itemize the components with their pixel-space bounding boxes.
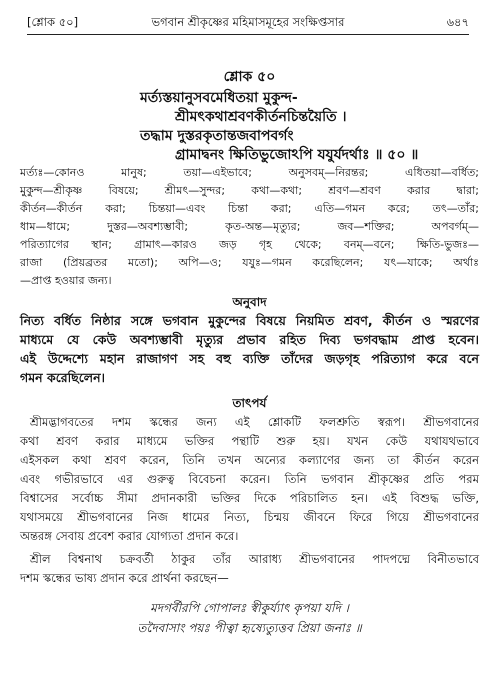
verse-line: মর্ত্যস্তয়ানুসবমেধিতয়া মুকুন্দ- (140, 90, 298, 106)
purport-line: এইসকল কথা শ্রবণ করেন, তিনি তখন অন্যের কল্যাণের জন্য তা কীর্তন করেন (20, 453, 479, 467)
word-meaning-line: পরিত্যাগের স্থান; গ্রামাৎ—কারও জড় গৃহ থেকে; বনম্—বনে; ক্ষিতি-ভুজঃ— (20, 238, 479, 251)
purport-line: অন্তরঙ্গ সেবায় প্রবেশ করার যোগ্যতা প্রদান করে। (20, 529, 239, 543)
translation-line: নিত্য বর্ধিত নিষ্ঠার সঙ্গে ভগবান মুকুন্দের বিষয়ে নিয়মিত শ্রবণ, কীর্তন ও স্মরণের (20, 313, 479, 328)
word-meaning-line: মুকুন্দ—শ্রীকৃষ্ণ বিষয়ে; শ্রীমৎ—সুন্দর; কথা—কথা; শ্রবণ—শ্রবণ করার দ্বারা; (20, 184, 479, 197)
purport-line: যথাসময়ে শ্রীভগবানের নিজ ধামের নিত্য, চিন্ময় জীবনে ফিরে গিয়ে শ্রীভগবানের (20, 510, 479, 524)
header-title: ভগবান শ্রীকৃষ্ণের মহিমাসমূহের সংক্ষিপ্তসার (151, 15, 345, 29)
citation-line: মদগর্বীরপি গোপালঃ স্বীকুর্য্যাৎ কৃপয়া যদি । (150, 601, 349, 615)
purport-line: দশম স্কন্ধের ভাষ্য প্রদান করে প্রার্থনা করছেন— (20, 571, 229, 585)
header-verse-ref: [শ্লোক ৫০] (27, 15, 79, 29)
translation-line: গমন করেছিলেন। (20, 370, 106, 385)
page-number: ৬৪৭ (446, 15, 469, 29)
purport-line: এবং গভীরভাবে এর গুরুত্ব বিবেচনা করেন। তিনি ভগবান শ্রীকৃষ্ণের প্রতি পরম (20, 472, 479, 486)
verse-line: শ্রীমৎকথাশ্রবণকীর্তনচিন্তয়ৈতি । (175, 109, 347, 125)
purport-line: শ্রীল বিশ্বনাথ চক্রবর্তী ঠাকুর তাঁর আরাধ্য শ্রীভগবানের পাদপদ্মে বিনীতভাবে (30, 552, 479, 566)
running-header (27, 14, 469, 30)
word-meaning-line: —প্রাপ্ত হওয়ার জন্য। (20, 274, 112, 287)
word-meaning-line: ধাম—ধামে; দুস্তর—অবশ্যম্ভাবী; কৃত-অন্ত—মৃত্যুর; জব—শক্তির; অপবর্গম্— (20, 220, 479, 233)
word-meaning-line: মর্ত্যঃ—কোনও মানুষ; তয়া—এইভাবে; অনুসবম্—নিরন্তর; এধিতয়া—বর্ধিত; (20, 166, 479, 179)
purport-heading: তাৎপর্য (232, 396, 267, 410)
purport-line: শ্রীমদ্ভাগবতের দশম স্কন্ধের জন্য এই শ্লোকটি ফলশ্রুতি স্বরূপ। শ্রীভগবানের (30, 415, 479, 429)
word-meaning-line: কীর্তন—কীর্তন করা; চিন্তয়া—এবং চিন্তা করা; এতি—গমন করে; তৎ—তাঁর; (20, 202, 479, 215)
purport-line: বিশ্বাসের সর্বোচ্চ সীমা প্রদানকারী ভক্তির দিকে পরিচালিত হন। এই বিশুদ্ধ ভক্তি, (20, 491, 479, 505)
header-rule (27, 34, 469, 35)
verse-number: শ্লোক ৫০ (223, 69, 276, 85)
word-meaning-line: রাজা (প্রিয়ব্রতর মতো); অপি—ও; যযুঃ—গমন করেছিলেন; যৎ—যাকে; অর্থাঃ (20, 256, 479, 269)
verse-line: তদ্ধাম দুস্তরকৃতান্তজবাপবর্গং (140, 128, 294, 144)
translation-line: এই উদ্দেশ্যে মহান রাজাগণ সহ বহু ব্যক্তি তাঁদের জড়গৃহ পরিত্যাগ করে বনে (20, 351, 479, 366)
citation-line: তদৈবাসাং পয়ঃ পীত্বা হৃষ্যেত্যুত্তব প্রিয়া জনাঃ ॥ (137, 621, 362, 635)
translation-heading: অনুবাদ (232, 295, 267, 309)
translation-line: মাধ্যমে যে কেউ অবশ্যম্ভাবী মৃত্যুর প্রভাব রহিত দিব্য ভগবদ্ধাম প্রাপ্ত হবেন। (20, 332, 479, 347)
purport-line: কথা শ্রবণ করার মাধ্যমে ভক্তির পন্থাটি শুরু হয়। যখন কেউ যথাযথভাবে (20, 434, 479, 448)
verse-line: গ্রামাদ্বনং ক্ষিতিভুজোঽপি যযুর্যদর্থাঃ ॥ ৫০ ॥ (175, 147, 419, 163)
